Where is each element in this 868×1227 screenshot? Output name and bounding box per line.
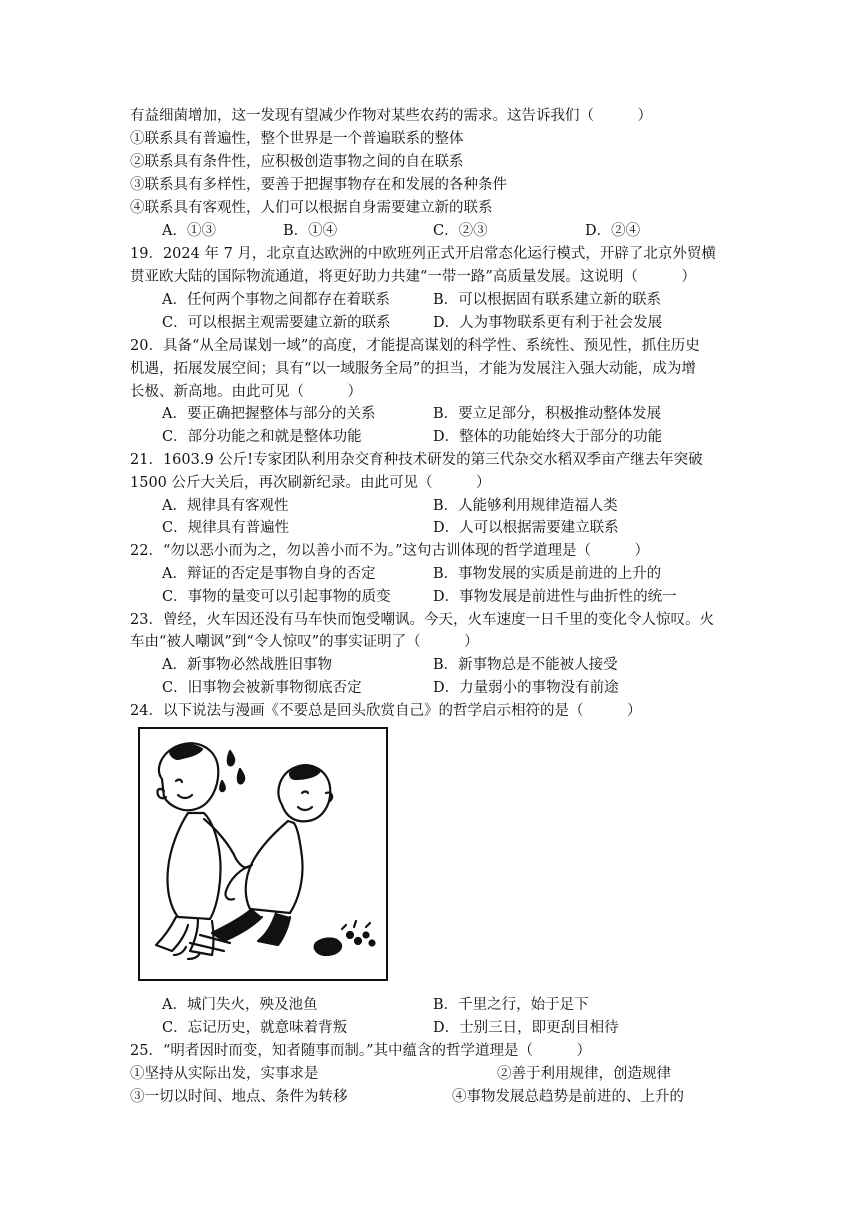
q18-option-a: A．①③ [162, 223, 216, 239]
cartoon-image [138, 727, 388, 981]
q24-option-b: B．千里之行，始于足下 [433, 997, 589, 1013]
q22-option-c: C．事物的量变可以引起事物的质变 [162, 589, 391, 605]
q19-stem-line-1: 19．2024 年 7 月，北京直达欧洲的中欧班列正式开启常态化运行模式，开辟了北京外贸横 [130, 246, 716, 262]
q18-option-c: C．②③ [433, 223, 488, 239]
q21-stem-line-2: 1500 公斤大关后，再次刷新纪录。由此可见（ ） [130, 475, 491, 491]
q18-item-3: ③联系具有多样性，要善于把握事物存在和发展的各种条件 [130, 177, 507, 193]
q20-option-d: D．整体的功能始终大于部分的功能 [433, 429, 663, 445]
q18-option-d: D．②④ [585, 223, 641, 239]
q24-option-d: D．士别三日，即更刮目相待 [433, 1020, 619, 1036]
q22-option-a: A．辩证的否定是事物自身的否定 [162, 566, 376, 582]
q21-option-c: C．规律具有普遍性 [162, 520, 290, 536]
q20-stem-line-1: 20．具备“从全局谋划一域”的高度，才能提高谋划的科学性、系统性、预见性，抓住历史 [130, 338, 700, 354]
q24-stem-line-1: 24．以下说法与漫画《不要总是回头欣赏自己》的哲学启示相符的是（ ） [130, 703, 642, 719]
q23-option-c: C．旧事物会被新事物彻底否定 [162, 680, 362, 696]
q19-option-a: A．任何两个事物之间都存在着联系 [162, 292, 390, 308]
q20-option-a: A．要正确把握整体与部分的关系 [162, 406, 376, 422]
q25-item-2: ②善于利用规律，创造规律 [497, 1066, 671, 1082]
q24-option-a: A．城门失火，殃及池鱼 [162, 997, 318, 1013]
q20-option-c: C．部分功能之和就是整体功能 [162, 429, 362, 445]
q21-stem-line-1: 21．1603.9 公斤!专家团队利用杂交育种技术研发的第三代杂交水稻双季亩产继去年突破 [130, 452, 703, 468]
q18-stem-tail: 有益细菌增加，这一发现有望减少作物对某些农药的需求。这告诉我们（ ） [130, 108, 652, 124]
q19-option-c: C．可以根据主观需要建立新的联系 [162, 315, 391, 331]
q23-option-b: B．新事物总是不能被人接受 [433, 657, 618, 673]
q24-option-c: C．忘记历史，就意味着背叛 [162, 1020, 348, 1036]
q20-stem-line-2: 机遇，拓展发展空间；具有“以一域服务全局”的担当，才能为发展注入强大动能，成为增 [130, 361, 696, 377]
q18-item-2: ②联系具有条件性，应积极创造事物之间的自在联系 [130, 154, 464, 170]
q25-item-3: ③一切以时间、地点、条件为转移 [130, 1089, 348, 1105]
q23-option-d: D．力量弱小的事物没有前途 [433, 680, 619, 696]
q19-stem-line-2: 贯亚欧大陆的国际物流通道，将更好助力共建“一带一路”高质量发展。这说明（ ） [130, 269, 696, 285]
q18-option-b: B．①④ [283, 223, 338, 239]
q19-option-d: D．人为事物联系更有利于社会发展 [433, 315, 663, 331]
q21-option-b: B．人能够利用规律造福人类 [433, 498, 618, 514]
q23-stem-line-2: 车由“被人嘲讽”到“令人惊叹”的事实证明了（ ） [130, 634, 479, 650]
q25-item-1: ①坚持从实际出发，实事求是 [130, 1066, 319, 1082]
q23-stem-line-1: 23．曾经，火车因还没有马车快而饱受嘲讽。今天，火车速度一日千里的变化令人惊叹。火 [130, 612, 714, 628]
q25-stem-line-1: 25．“明者因时而变，知者随事而制。”其中蕴含的哲学道理是（ ） [130, 1043, 592, 1059]
q22-option-d: D．事物发展是前进性与曲折性的统一 [433, 589, 677, 605]
q19-option-b: B．可以根据固有联系建立新的联系 [433, 292, 662, 308]
q22-stem-line-1: 22．“勿以恶小而为之，勿以善小而不为。”这句古训体现的哲学道理是（ ） [130, 543, 650, 559]
q22-option-b: B．事物发展的实质是前进的上升的 [433, 566, 662, 582]
q23-option-a: A．新事物必然战胜旧事物 [162, 657, 332, 673]
q25-item-4: ④事物发展总趋势是前进的、上升的 [452, 1089, 684, 1105]
q20-stem-line-3: 长极、新高地。由此可见（ ） [130, 384, 362, 400]
q21-option-a: A．规律具有客观性 [162, 498, 289, 514]
q18-item-1: ①联系具有普遍性，整个世界是一个普遍联系的整体 [130, 131, 464, 147]
q18-item-4: ④联系具有客观性，人们可以根据自身需要建立新的联系 [130, 200, 493, 216]
q21-option-d: D．人可以根据需要建立联系 [433, 520, 619, 536]
cartoon-drawing [140, 729, 386, 979]
q20-option-b: B．要立足部分，积极推动整体发展 [433, 406, 662, 422]
